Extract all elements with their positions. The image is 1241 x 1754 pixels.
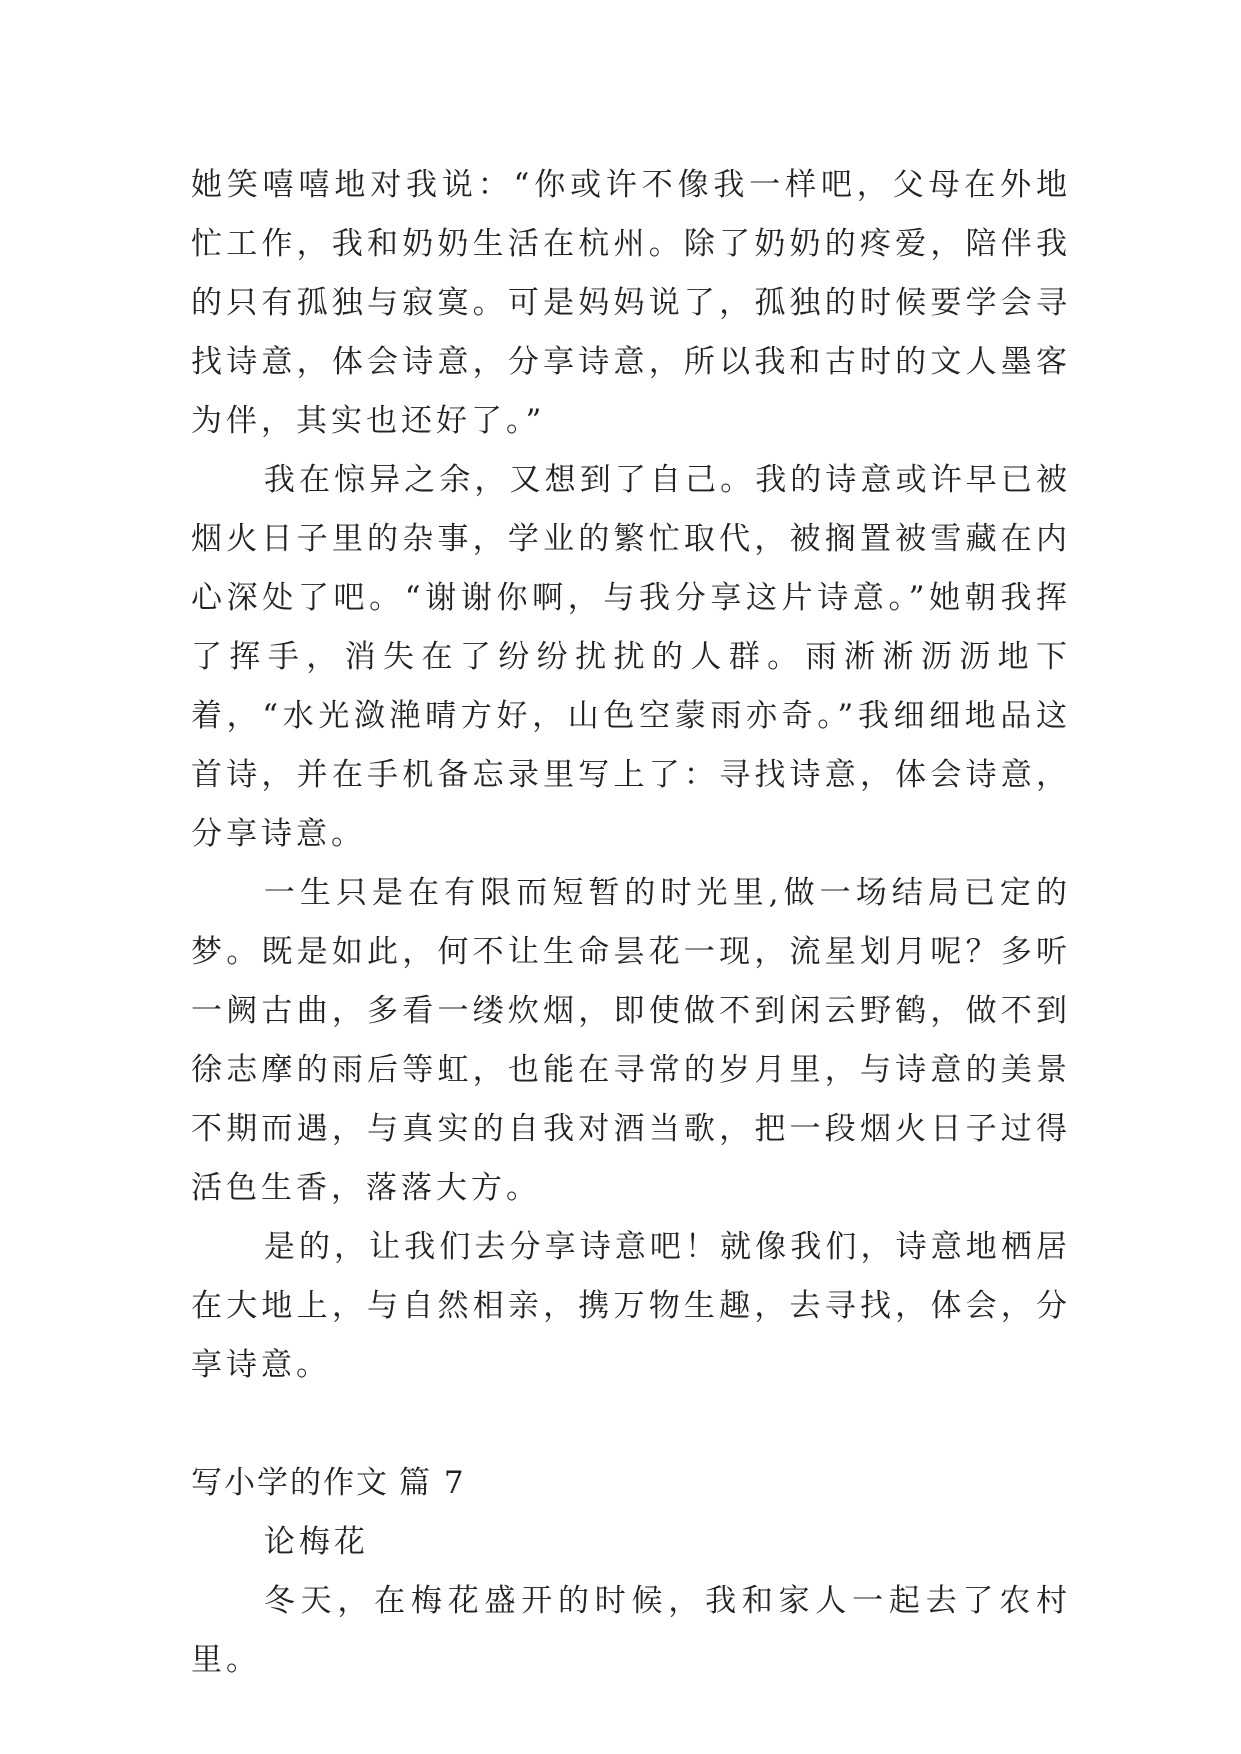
section-title: 写小学的作文 [191,1465,389,1501]
essay-subtitle: 论梅花 [263,1524,369,1560]
paragraph-dialogue: 她笑嘻嘻地对我说：“你或许不像我一样吧，父母在外地忙工作，我和奶奶生活在杭州。除了奶奶的疼爱，陪伴我的只有孤独与寂寞。可是妈妈说了，孤独的时候要学会寻找诗意，体会诗意，分享诗意，所以我和古时的文人墨客为伴，其实也还好了。” [191,167,1071,439]
section-heading [191,1454,1071,1513]
paragraph-life: 一生只是在有限而短暂的时光里,做一场结局已定的梦。既是如此，何不让生命昙花一现，流星划月呢？多听一阙古曲，多看一缕炊烟，即使做不到闲云野鹤，做不到徐志摩的雨后等虹，也能在寻常的岁月里，与诗意的美景不期而遇，与真实的自我对酒当歌，把一段烟火日子过得活色生香，落落大方。 [191,875,1071,1206]
essay-first-line: 冬天，在梅花盛开的时候，我和家人一起去了农村里。 [191,1583,1071,1678]
document-body [191,156,1071,1690]
section-number: 篇 7 [399,1465,466,1501]
paragraph-reflection: 我在惊异之余，又想到了自己。我的诗意或许早已被烟火日子里的杂事，学业的繁忙取代，被搁置被雪藏在内心深处了吧。“谢谢你啊，与我分享这片诗意。”她朝我挥了挥手，消失在了纷纷扰扰的人群。雨淅淅沥沥地下着，“水光潋滟晴方好，山色空蒙雨亦奇。”我细细地品这首诗，并在手机备忘录里写上了：寻找诗意，体会诗意，分享诗意。 [191,462,1071,852]
paragraph-conclusion: 是的，让我们去分享诗意吧！就像我们，诗意地栖居在大地上，与自然相亲，携万物生趣，去寻找，体会，分享诗意。 [191,1229,1071,1383]
